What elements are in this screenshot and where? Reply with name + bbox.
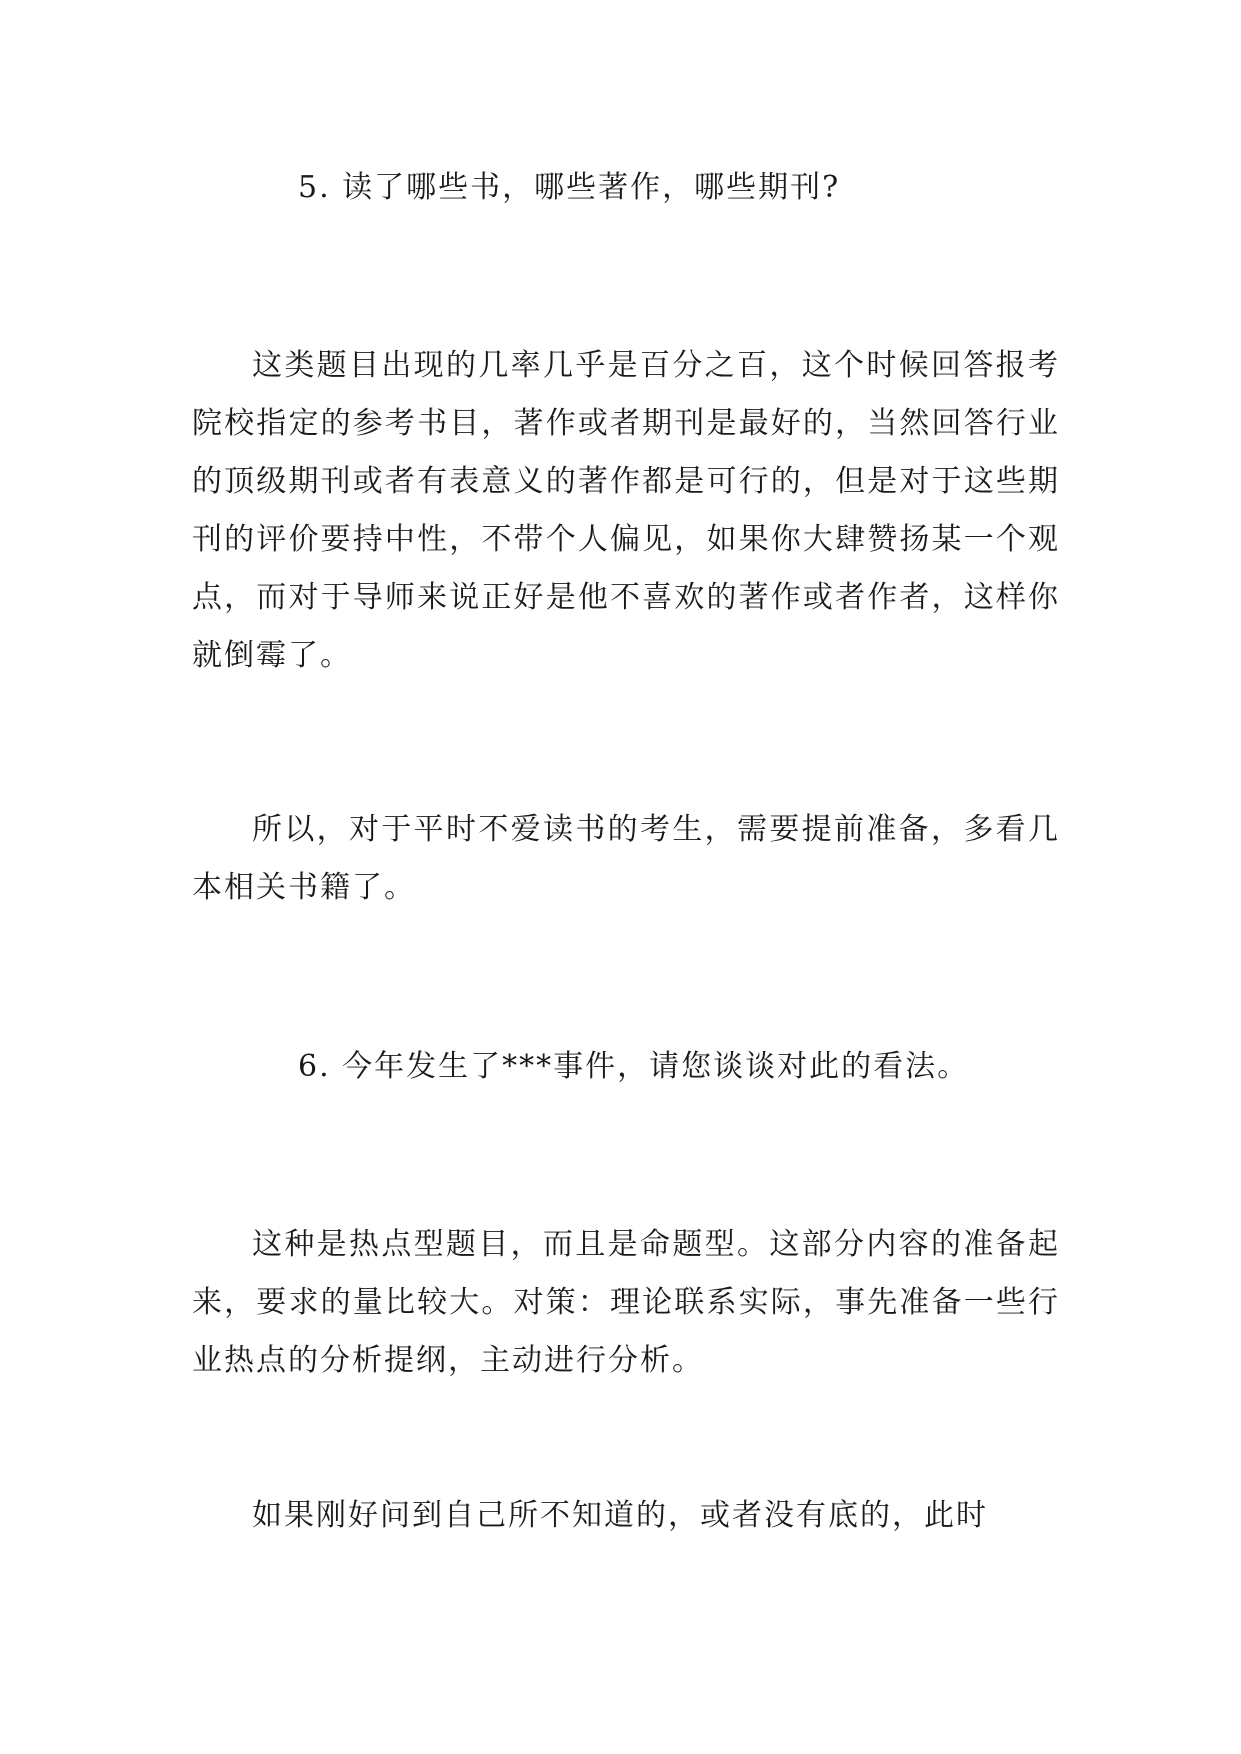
answer-paragraph-3: 这种是热点型题目，而且是命题型。这部分内容的准备起来，要求的量比较大。对策：理论联系实际，事先准备一些行业热点的分析提纲，主动进行分析。 <box>192 1227 1060 1378</box>
answer-paragraph-2: 所以，对于平时不爱读书的考生，需要提前准备，多看几本相关书籍了。 <box>192 812 1060 905</box>
answer-paragraph-4: 如果刚好问到自己所不知道的，或者没有底的，此时 <box>252 1498 988 1533</box>
question-5-heading: 5. 读了哪些书，哪些著作，哪些期刊? <box>298 170 841 205</box>
question-6-heading: 6. 今年发生了***事件，请您谈谈对此的看法。 <box>298 1049 970 1084</box>
answer-paragraph-1: 这类题目出现的几率几乎是百分之百，这个时候回答报考院校指定的参考书目，著作或者期刊是最好的，当然回答行业的顶级期刊或者有表意义的著作都是可行的，但是对于这些期刊的评价要持中性，不带个人偏见，如果你大肆赞扬某一个观点，而对于导师来说正好是他不喜欢的著作或者作者，这样你就倒霉了。 <box>192 348 1060 673</box>
